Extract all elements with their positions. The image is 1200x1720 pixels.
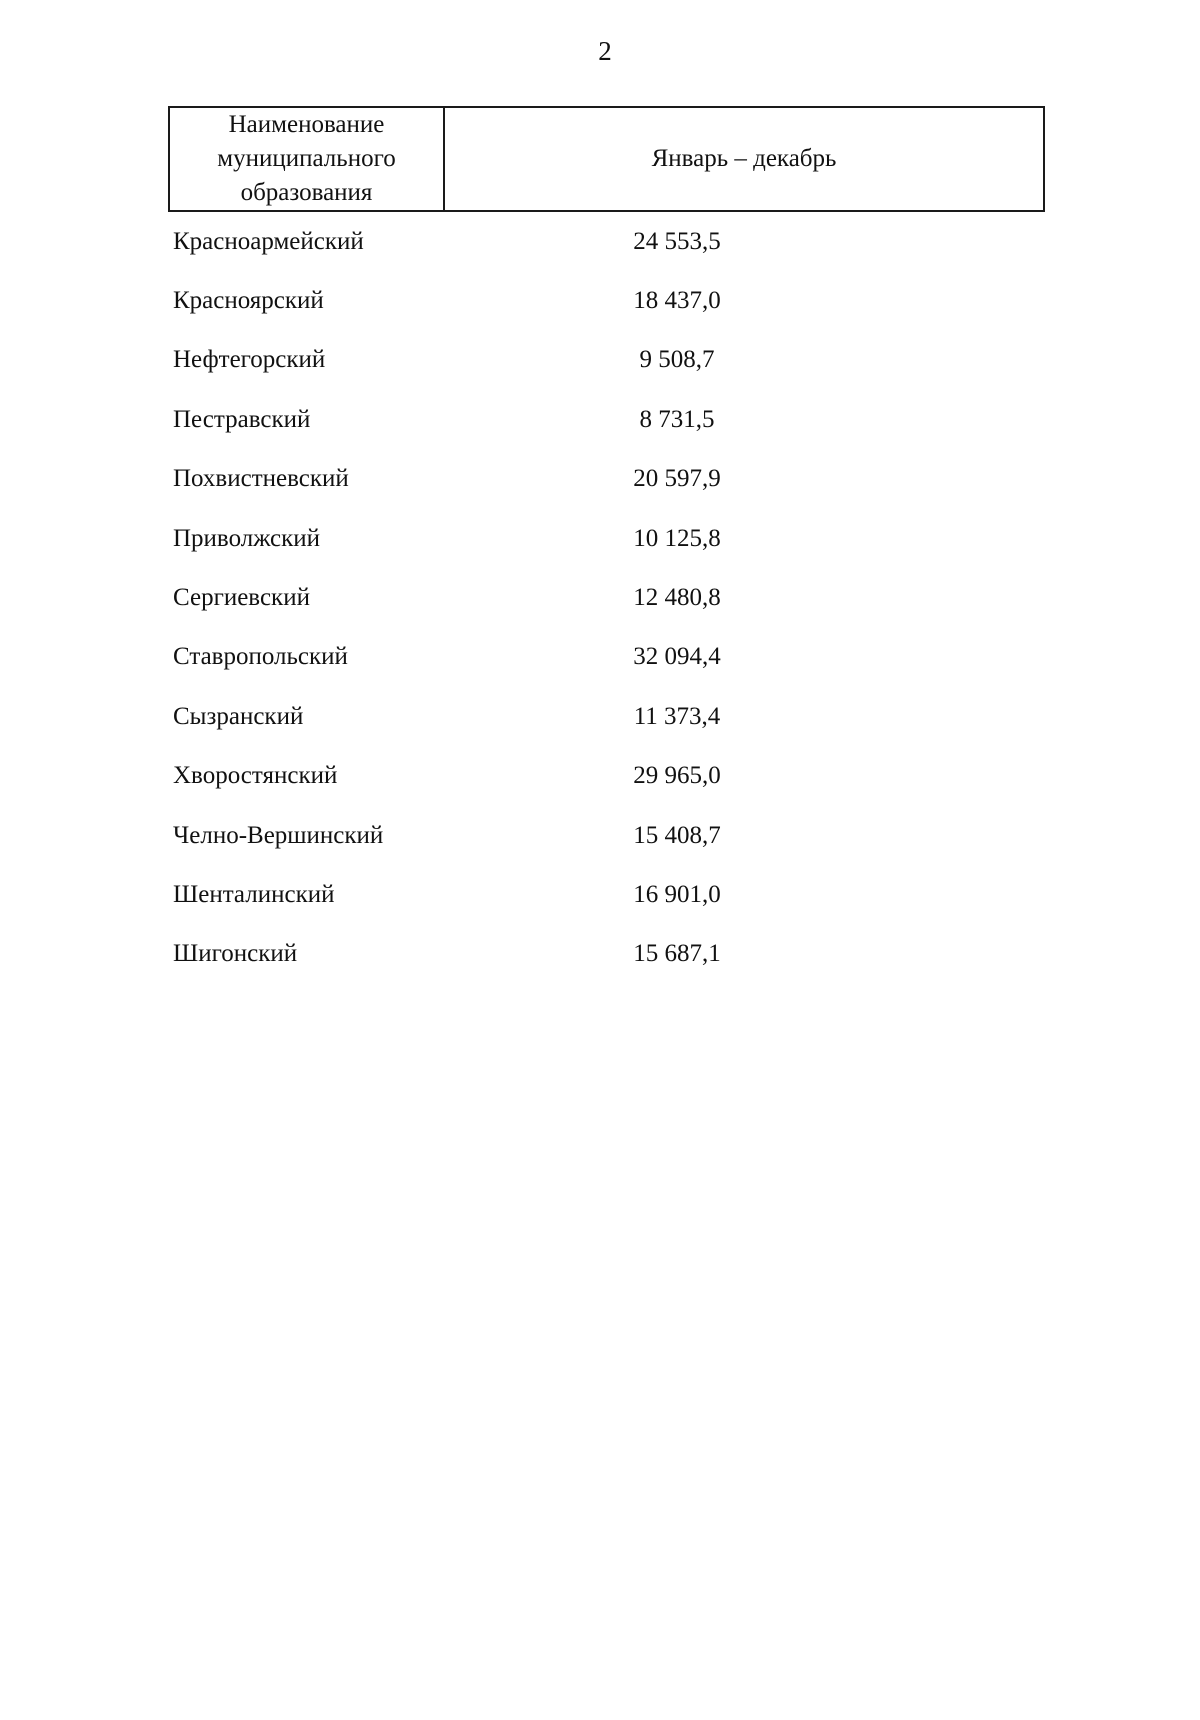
column-header-municipality xyxy=(169,107,444,211)
municipality-name: Сызранский xyxy=(173,702,304,730)
table-row xyxy=(169,450,1044,509)
table-row xyxy=(169,925,1044,984)
municipality-name: Шигонский xyxy=(173,940,298,968)
period-value: 8 731,5 xyxy=(639,405,715,433)
period-value: 20 597,9 xyxy=(633,465,721,493)
column-header-municipality-line1: Наименование xyxy=(228,111,385,138)
period-value: 12 480,8 xyxy=(633,584,721,612)
table-header-row xyxy=(169,107,1044,211)
municipality-name: Красноярский xyxy=(173,287,324,315)
table-row xyxy=(169,509,1044,568)
table-row xyxy=(169,628,1044,687)
column-header-period: Январь – декабрь xyxy=(444,107,1044,211)
table-row xyxy=(169,331,1044,390)
municipality-name: Челно-Вершинский xyxy=(173,821,384,849)
column-header-municipality-line2: муниципального образования xyxy=(217,145,396,206)
period-value: 16 901,0 xyxy=(633,880,721,908)
municipality-name: Красноармейский xyxy=(173,227,364,255)
table-row xyxy=(169,271,1044,330)
period-value: 18 437,0 xyxy=(633,287,721,315)
table-row xyxy=(169,747,1044,806)
period-value: 11 373,4 xyxy=(633,702,721,730)
table-row xyxy=(169,568,1044,627)
period-value: 32 094,4 xyxy=(633,643,721,671)
table-row xyxy=(169,390,1044,449)
municipality-name: Хворостянский xyxy=(173,762,338,790)
table-row xyxy=(169,211,1044,271)
table-row xyxy=(169,687,1044,746)
municipality-name: Ставропольский xyxy=(173,643,348,671)
table-row xyxy=(169,865,1044,924)
municipality-name: Нефтегорский xyxy=(173,346,326,374)
period-value: 15 408,7 xyxy=(633,821,721,849)
table-row xyxy=(169,806,1044,865)
municipality-name: Пестравский xyxy=(173,405,311,433)
period-value: 15 687,1 xyxy=(633,940,721,968)
period-value: 9 508,7 xyxy=(639,346,715,374)
municipality-name: Приволжский xyxy=(173,524,321,552)
period-value: 10 125,8 xyxy=(633,524,721,552)
period-value: 29 965,0 xyxy=(633,762,721,790)
municipality-name: Сергиевский xyxy=(173,584,310,612)
data-table xyxy=(168,106,1045,984)
municipality-name: Похвистневский xyxy=(173,465,349,493)
municipality-name: Шенталинский xyxy=(173,880,335,908)
page-number: 2 xyxy=(598,36,612,66)
period-value: 24 553,5 xyxy=(633,227,721,255)
